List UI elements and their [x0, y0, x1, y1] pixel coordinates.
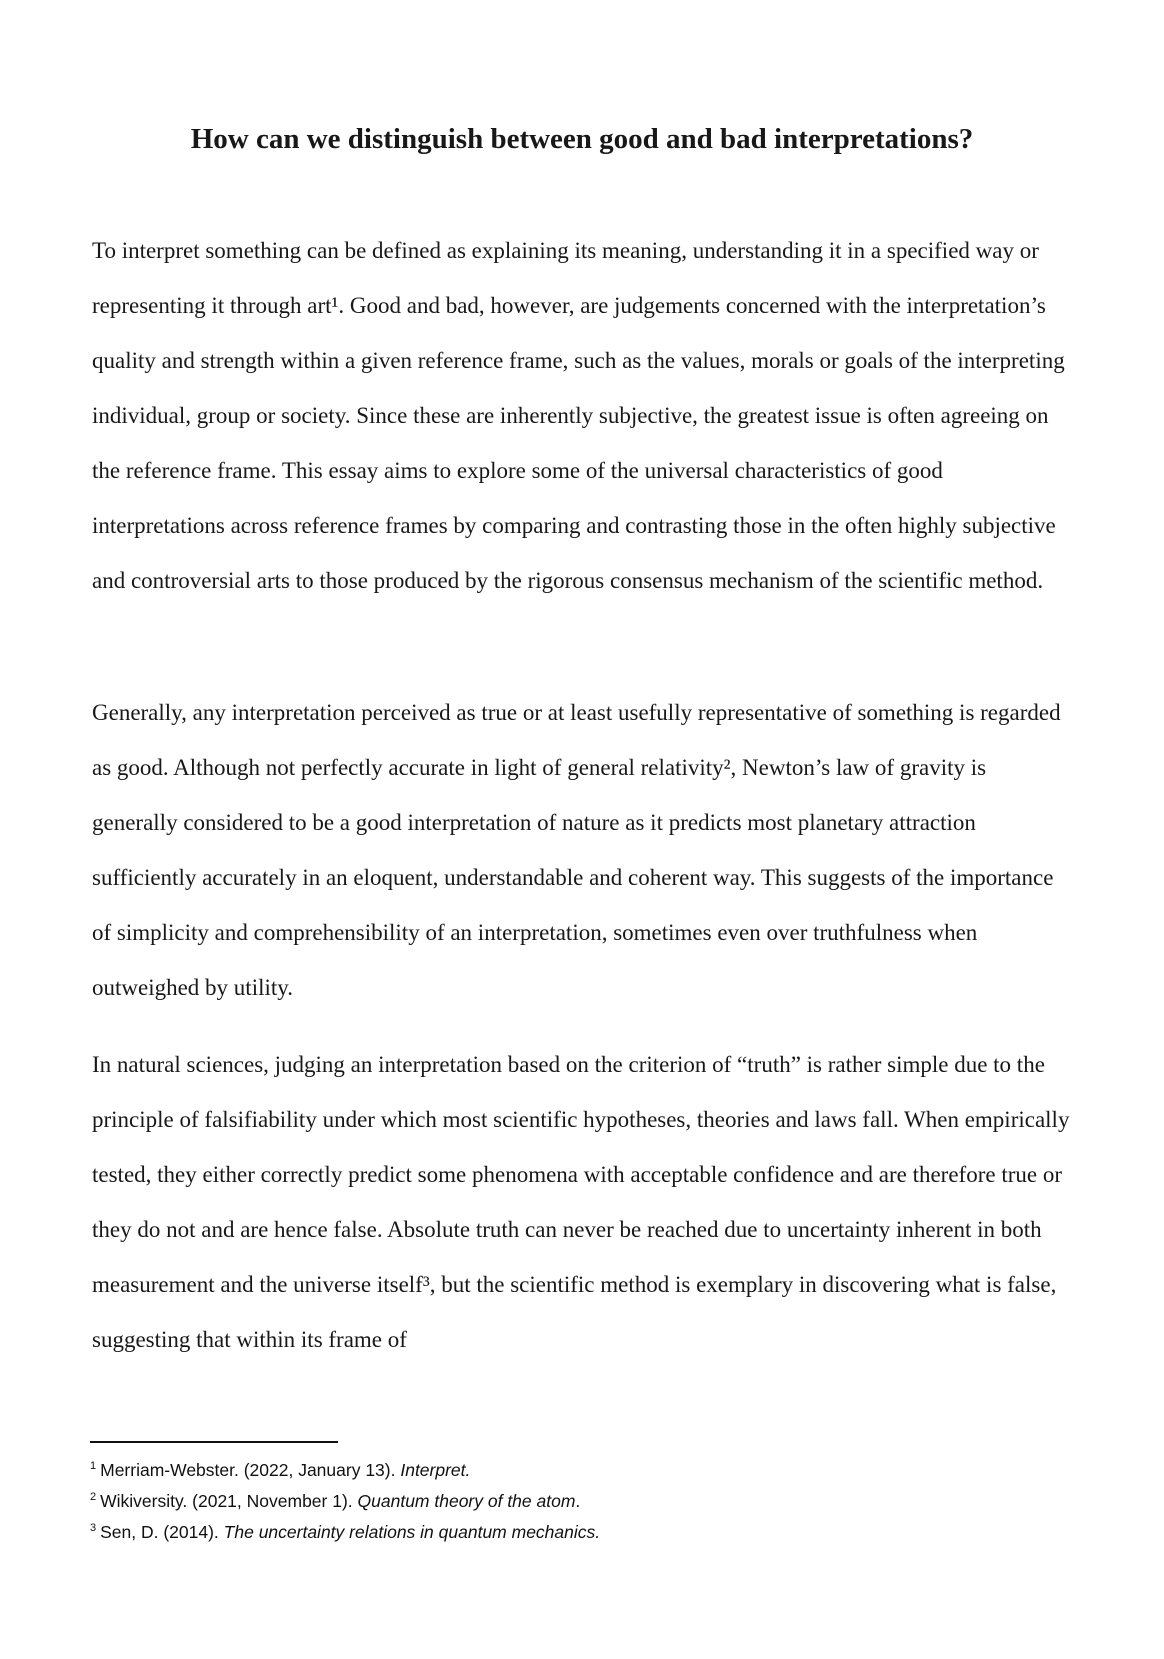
paragraph: Generally, any interpretation perceived as true or at least usefully representative of something is regarded as good. Although not perfectly accurate in light of general relativity², Newton’s law of gravity is generally considered to be a good interpretation of nature as it predicts most planetary attraction sufficiently accurately in an eloquent, understandable and coherent way. This suggests of the importance of simplicity and comprehensibility of an interpretation, sometimes even over truthfulness when outweighed by utility.: [92, 700, 1061, 1000]
footnote-source-title: Quantum theory of the atom: [357, 1490, 576, 1511]
footnote-text: Wikiversity. (2021, November 1).: [100, 1490, 358, 1511]
footnote-source-title: Interpret.: [400, 1459, 471, 1480]
footnote: [90, 1453, 1070, 1484]
paragraph: To interpret something can be defined as explaining its meaning, understanding it in a specified way or representing it through art¹. Good and bad, however, are judgements concerned with the interpretation’s quality and strength within a given reference frame, such as the values, morals or goals of the interpreting individual, group or society. Since these are inherently subjective, the greatest issue is often agreeing on the reference frame. This essay aims to explore some of the universal characteristics of good interpretations across reference frames by comparing and contrasting those in the often highly subjective and controversial arts to those produced by the rigorous consensus mechanism of the scientific method.: [92, 238, 1065, 593]
essay-title: How can we distinguish between good and bad interpretations?: [190, 123, 974, 155]
footnote: [90, 1515, 1070, 1546]
footnote-source-title: The uncertainty relations in quantum mechanics.: [223, 1521, 601, 1542]
footnote-suffix: .: [575, 1490, 581, 1511]
footnote-text: Merriam-Webster. (2022, January 13).: [100, 1459, 401, 1480]
footnotes-section: [90, 1441, 1070, 1545]
footnote-separator: [90, 1441, 338, 1443]
paragraph: In natural sciences, judging an interpretation based on the criterion of “truth” is rather simple due to the principle of falsifiability under which most scientific hypotheses, theories and laws fall. When empirically tested, they either correctly predict some phenomena with acceptable confidence and are therefore true or they do not and are hence false. Absolute truth can never be reached due to uncertainty inherent in both measurement and the universe itself³, but the scientific method is exemplary in discovering what is false, suggesting that within its frame of: [92, 1052, 1070, 1352]
footnote-marker: 1: [90, 1460, 97, 1472]
footnote-text: Sen, D. (2014).: [100, 1521, 224, 1542]
footnote: [90, 1484, 1070, 1515]
footnote-marker: 3: [90, 1521, 97, 1534]
footnote-marker: 2: [90, 1490, 97, 1503]
